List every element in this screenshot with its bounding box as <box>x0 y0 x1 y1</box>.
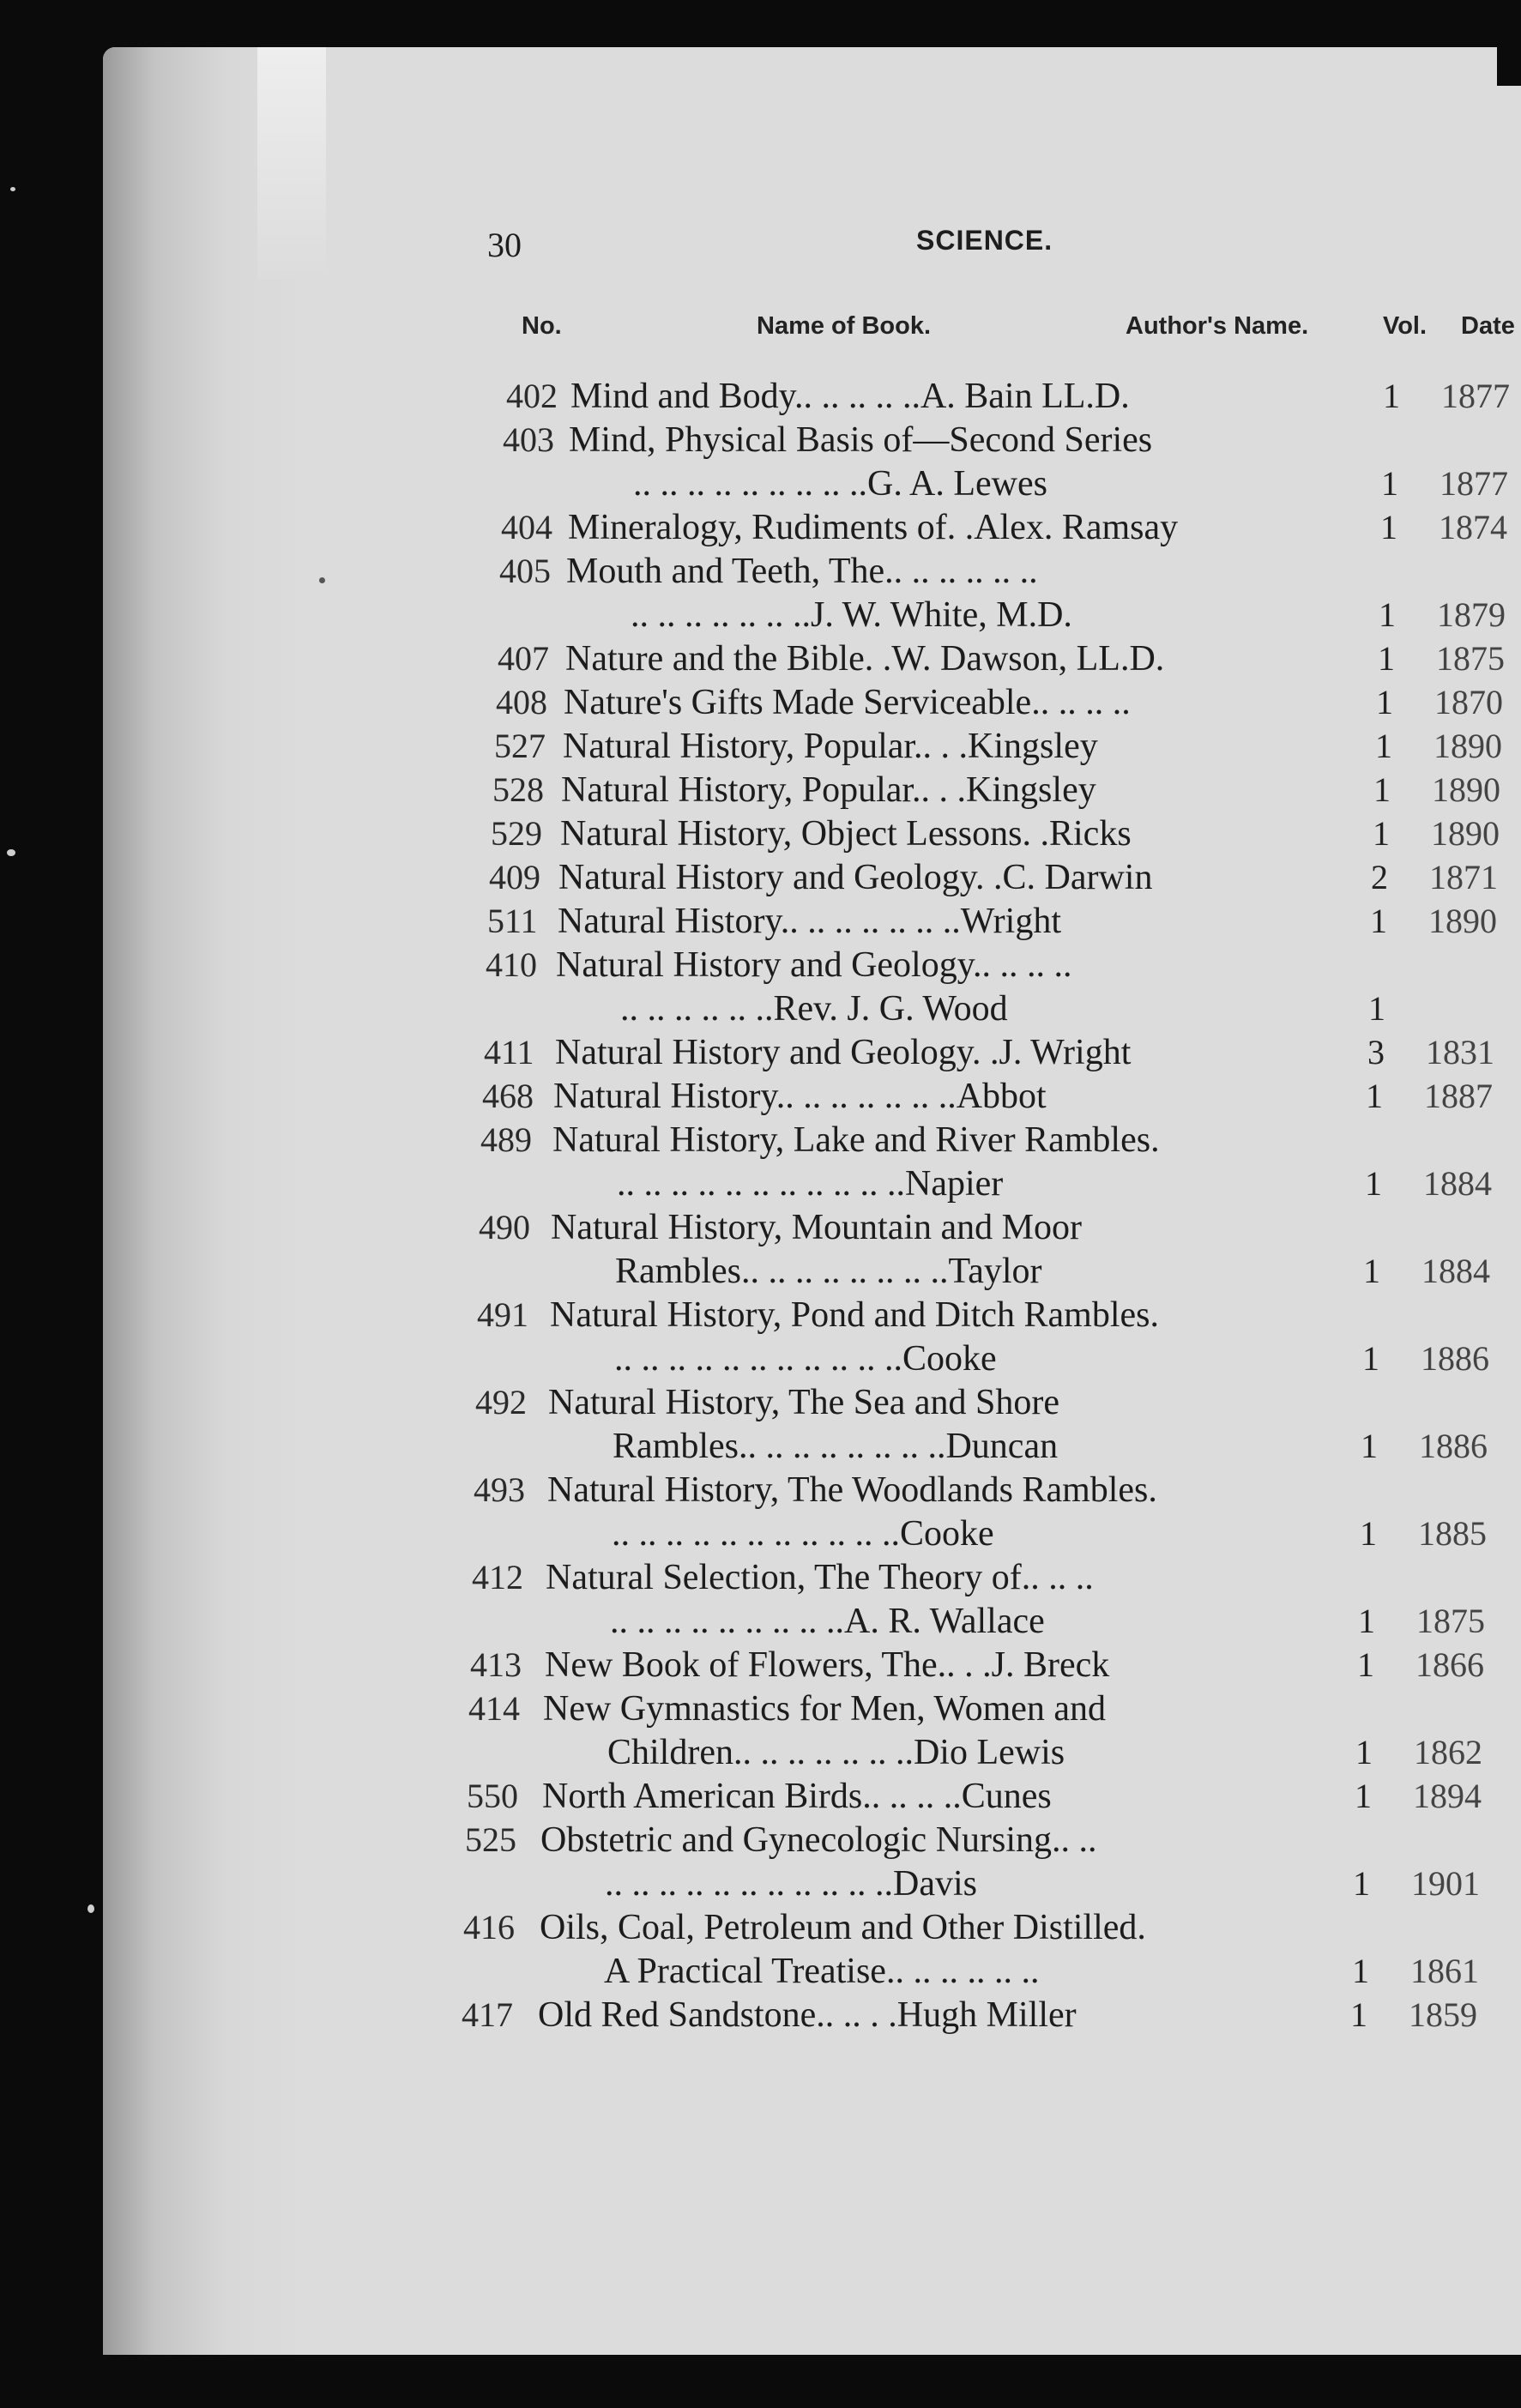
entry-number: 411 <box>484 1033 534 1071</box>
entry-date: 1885 <box>1418 1514 1487 1553</box>
entry-volume: 1 <box>1365 1164 1382 1203</box>
entry-title-continued: .. .. .. .. .. .. .. .. ..G. A. Lewes <box>633 464 1047 504</box>
entry-number: 405 <box>499 552 551 590</box>
entry-title: Natural History and Geology. .C. Darwin <box>558 858 1153 897</box>
entry-number: 511 <box>487 902 538 940</box>
entry-number: 404 <box>501 508 552 546</box>
entry-date: 1886 <box>1421 1339 1489 1378</box>
entry-volume: 1 <box>1352 1952 1369 1990</box>
entry-volume: 1 <box>1380 508 1397 546</box>
entry-title: Natural Selection, The Theory of.. .. .. <box>546 1558 1094 1597</box>
entry-title-continued: .. .. .. .. .. .. .. .. .. .. ..Cooke <box>614 1339 997 1379</box>
entry-date: 1894 <box>1413 1777 1482 1815</box>
entry-title-continued: .. .. .. .. .. .. .. .. ..A. R. Wallace <box>610 1602 1045 1641</box>
entry-date: 1877 <box>1441 377 1510 415</box>
entry-date: 1831 <box>1426 1033 1494 1071</box>
entry-title: North American Birds.. .. .. ..Cunes <box>542 1777 1052 1816</box>
entry-title: Oils, Coal, Petroleum and Other Distilled. <box>540 1908 1146 1947</box>
entry-number: 489 <box>480 1120 532 1159</box>
page-fold <box>257 47 326 279</box>
scan-speck <box>10 187 15 191</box>
entry-date: 1859 <box>1409 1995 1477 2034</box>
entry-volume: 1 <box>1357 1645 1374 1684</box>
page-gutter-shadow <box>103 47 309 2355</box>
entry-date: 1890 <box>1432 770 1500 809</box>
entry-title-continued: .. .. .. .. .. .. .. .. .. .. ..Napier <box>617 1164 1004 1204</box>
entry-number: 525 <box>465 1820 516 1859</box>
entry-date: 1890 <box>1431 814 1500 853</box>
entry-date: 1879 <box>1437 595 1506 634</box>
entry-title: Natural History, The Sea and Shore <box>548 1383 1060 1422</box>
entry-number: 402 <box>506 377 558 415</box>
entry-title: Natural History, Popular.. . .Kingsley <box>561 770 1096 810</box>
entry-title-continued: Children.. .. .. .. .. .. ..Dio Lewis <box>607 1733 1065 1772</box>
entry-title-continued: Rambles.. .. .. .. .. .. .. ..Duncan <box>613 1427 1059 1466</box>
entry-volume: 1 <box>1373 814 1390 853</box>
entry-volume: 1 <box>1366 1077 1383 1115</box>
column-header-date: Date <box>1461 312 1515 340</box>
entry-title-continued: A Practical Treatise.. .. .. .. .. .. <box>604 1952 1040 1991</box>
entry-title: Old Red Sandstone.. .. . .Hugh Miller <box>538 1995 1077 2035</box>
entry-number: 413 <box>470 1645 522 1684</box>
entry-title: Natural History, Lake and River Rambles. <box>552 1120 1160 1160</box>
entry-number: 417 <box>462 1995 513 2034</box>
entry-volume: 1 <box>1368 989 1385 1028</box>
entry-volume: 2 <box>1371 858 1388 896</box>
entry-date: 1874 <box>1439 508 1507 546</box>
entry-title: Mind, Physical Basis of—Second Series <box>569 420 1153 460</box>
entry-title: Natural History, Mountain and Moor <box>551 1208 1083 1247</box>
entry-number: 529 <box>491 814 542 853</box>
entry-number: 490 <box>479 1208 530 1246</box>
entry-date: 1884 <box>1423 1164 1492 1203</box>
scan-speck <box>88 1904 94 1913</box>
scan-edge <box>1497 34 1521 86</box>
entry-volume: 1 <box>1361 1427 1378 1465</box>
entry-volume: 1 <box>1379 595 1396 634</box>
page-number: 30 <box>487 226 522 264</box>
entry-title: Natural History, Popular.. . .Kingsley <box>563 727 1098 766</box>
entry-number: 527 <box>494 727 546 765</box>
entry-volume: 1 <box>1353 1864 1370 1903</box>
entry-date: 1890 <box>1433 727 1502 765</box>
entry-title-continued: .. .. .. .. .. .. .. .. .. .. ..Cooke <box>612 1514 994 1554</box>
entry-title: Natural History, The Woodlands Rambles. <box>547 1470 1157 1510</box>
entry-title-continued: .. .. .. .. .. ..Rev. J. G. Wood <box>620 989 1008 1029</box>
entry-title-continued: .. .. .. .. .. .. ..J. W. White, M.D. <box>631 595 1072 635</box>
entry-number: 491 <box>477 1295 528 1334</box>
entry-date: 1884 <box>1421 1252 1490 1290</box>
column-header-name: Name of Book. <box>757 312 932 340</box>
entry-volume: 1 <box>1378 639 1395 678</box>
entry-volume: 1 <box>1381 464 1398 503</box>
entry-number: 414 <box>468 1689 520 1728</box>
entry-date: 1875 <box>1436 639 1505 678</box>
entry-title-continued: .. .. .. .. .. .. .. .. .. .. ..Davis <box>605 1864 977 1904</box>
entry-number: 468 <box>482 1077 534 1115</box>
entry-volume: 1 <box>1350 1995 1367 2034</box>
entry-number: 412 <box>472 1558 523 1596</box>
entry-number: 407 <box>498 639 549 678</box>
entry-number: 410 <box>486 945 537 984</box>
entry-title: Nature and the Bible. .W. Dawson, LL.D. <box>565 639 1165 679</box>
entry-date: 1871 <box>1429 858 1498 896</box>
entry-volume: 1 <box>1355 1777 1372 1815</box>
entry-volume: 1 <box>1362 1339 1379 1378</box>
entry-date: 1901 <box>1411 1864 1480 1903</box>
entry-date: 1890 <box>1428 902 1497 940</box>
entry-number: 550 <box>467 1777 518 1815</box>
entry-title: Natural History, Pond and Ditch Rambles. <box>550 1295 1160 1335</box>
entry-title: Natural History and Geology. .J. Wright <box>555 1033 1132 1072</box>
entry-date: 1875 <box>1416 1602 1485 1640</box>
entry-title: Nature's Gifts Made Serviceable.. .. .. .. <box>564 683 1131 722</box>
column-header-vol: Vol. <box>1383 312 1427 340</box>
entry-date: 1862 <box>1414 1733 1482 1771</box>
column-header-no: No. <box>522 312 562 340</box>
entry-volume: 1 <box>1376 683 1393 721</box>
entry-volume: 1 <box>1358 1602 1375 1640</box>
entry-number: 416 <box>463 1908 515 1946</box>
entry-title: New Book of Flowers, The.. . .J. Breck <box>545 1645 1110 1685</box>
entry-title: Natural History, Object Lessons. .Ricks <box>560 814 1132 854</box>
entry-volume: 1 <box>1373 770 1391 809</box>
entry-volume: 1 <box>1363 1252 1380 1290</box>
entry-title: Mind and Body.. .. .. .. ..A. Bain LL.D. <box>570 377 1130 416</box>
entry-title: Obstetric and Gynecologic Nursing.. .. <box>540 1820 1097 1860</box>
entry-date: 1861 <box>1410 1952 1479 1990</box>
page-section-title: SCIENCE. <box>916 225 1053 256</box>
entry-date: 1887 <box>1424 1077 1493 1115</box>
entry-number: 408 <box>496 683 547 721</box>
entry-title: Mouth and Teeth, The.. .. .. .. .. .. <box>566 552 1038 591</box>
entry-volume: 1 <box>1370 902 1387 940</box>
entry-title: Natural History.. .. .. .. .. .. ..Abbot <box>553 1077 1047 1116</box>
entry-title: Mineralogy, Rudiments of. .Alex. Ramsay <box>568 508 1179 547</box>
entry-number: 528 <box>492 770 544 809</box>
entry-title: Natural History and Geology.. .. .. .. <box>556 945 1072 985</box>
scan-speck <box>7 849 15 856</box>
entry-title: New Gymnastics for Men, Women and <box>543 1689 1107 1729</box>
column-header-author: Author's Name. <box>1126 312 1309 340</box>
entry-volume: 3 <box>1367 1033 1385 1071</box>
entry-date: 1886 <box>1419 1427 1488 1465</box>
entry-title: Natural History.. .. .. .. .. .. ..Wright <box>558 902 1061 941</box>
entry-volume: 1 <box>1360 1514 1377 1553</box>
entry-number: 492 <box>475 1383 527 1421</box>
entry-number: 409 <box>489 858 540 896</box>
scan-speck <box>319 577 325 583</box>
entry-date: 1877 <box>1440 464 1508 503</box>
entry-number: 493 <box>474 1470 525 1509</box>
entry-date: 1870 <box>1434 683 1503 721</box>
entry-number: 403 <box>503 420 554 459</box>
entry-title-continued: Rambles.. .. .. .. .. .. .. ..Taylor <box>615 1252 1042 1291</box>
entry-volume: 1 <box>1383 377 1400 415</box>
entry-volume: 1 <box>1355 1733 1373 1771</box>
entry-volume: 1 <box>1375 727 1392 765</box>
entry-date: 1866 <box>1415 1645 1484 1684</box>
